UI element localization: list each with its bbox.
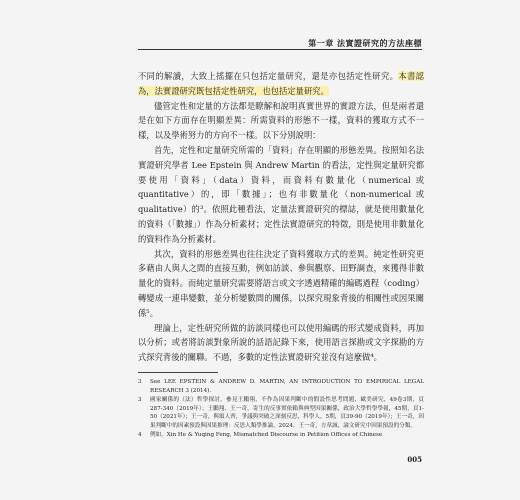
footnote-text: 國家關係的（法）哲學探討，參見王鵬翔，不作為因果判斷中的假設性思考問題，歐美研究，49卷3期，頁287-340（2019年）；王鵬翔、王一奇，寄生的反事實依賴與典型因果關係，政治大學哲學學報，45期，頁1-50（2021年）；王一奇，與頌人齊，爭議與突破之深刻反思，科學人，5期，頁39-90（2019年）；王一奇，因果判斷中的因素預設與因果推理：反思人類學推論，2024。王一奇，方韋誠，論文研究中因果預設的分類。 (150, 397, 424, 429)
paragraph-4: 其次，資料的形態差異也往往決定了資料獲取方式的差異。純定性研究更多藉由人與人之間的直接互動，例如訪談、參與觀察、田野調查，來獲得非數量化的資料。而純定量研究需要將語言或文字透過精確的編碼過程（coding）轉變成一連串變數，並分析變數間的關係，以探究現象背後的相關性或因果關係⁵。 (138, 248, 424, 318)
header-rule (138, 49, 422, 50)
page-number: 005 (407, 455, 422, 464)
footnote-text: See LEE EPSTEIN & ANDREW D. MARTIN, AN INTRODUCTION TO EMPIRICAL LEGAL RESEARCH 3 (2014). (150, 379, 424, 394)
paragraph-3: 首先，定性和定量研究所需的「資料」存在明顯的形態差異。按照知名法實證研究學者 Lee Epstein 與 Andrew Martin 的看法，定性與定量研究都要使用「資料」（data）資料，而資料有數量化（numerical 或 quantitative）的，即「數據」；也有非數量化（non-numerical 或 qualitative）的³。依照此種看法，定量法實證研究的標誌，就是使用數量化的資料（「數據」）作為分析素材；定性法實證研究的特徵，則是使用非數量化的資料作為分析素材。 (138, 144, 424, 244)
paragraph-2: 儘管定性和定量的方法都是瞭解和說明真實世界的實證方法，但是兩者還是在如下方面存在明顯差異：所需資料的形態不一樣，資料的獲取方式不一樣，以及學術努力的方向不一樣。以下分別說明： (138, 100, 424, 141)
paragraph-1 (138, 69, 424, 99)
running-head (0, 38, 520, 49)
footnote (138, 378, 424, 395)
main-text (138, 69, 424, 365)
footnotes (138, 378, 424, 441)
paragraph-5: 理論上，定性研究所做的訪談同樣也可以使用編碼的形式變成資料，再加以分析；或者將訪談對象所說的話語記錄下來，使用語言探勘或文字探勘的方式探究背後的關聯。不過，多數的定性法實證研究並沒有這麼做⁴。 (138, 322, 424, 363)
footnote (138, 396, 424, 430)
running-head-text: 第一章 法實證研究的方法座標 (308, 38, 422, 48)
footnote-number: 3 (138, 379, 142, 385)
paragraph-1-text: 不同的解讀，大致上搖擺在只包括定量研究，還是亦包括定性研究。 (138, 71, 399, 81)
footnote-text: 例如，Xin He & Yuqing Feng, Mismatched Discourse in Petition Offices of Chinese (150, 432, 383, 438)
footnote-number: 4 (138, 432, 142, 438)
footnote (138, 431, 424, 440)
footnote-rule (138, 372, 218, 373)
footnote-number: 3 (138, 397, 142, 403)
highlighted-sentence: 本書認為，法實證研究既包括定性研究，也包括定量研究。 (138, 71, 424, 96)
